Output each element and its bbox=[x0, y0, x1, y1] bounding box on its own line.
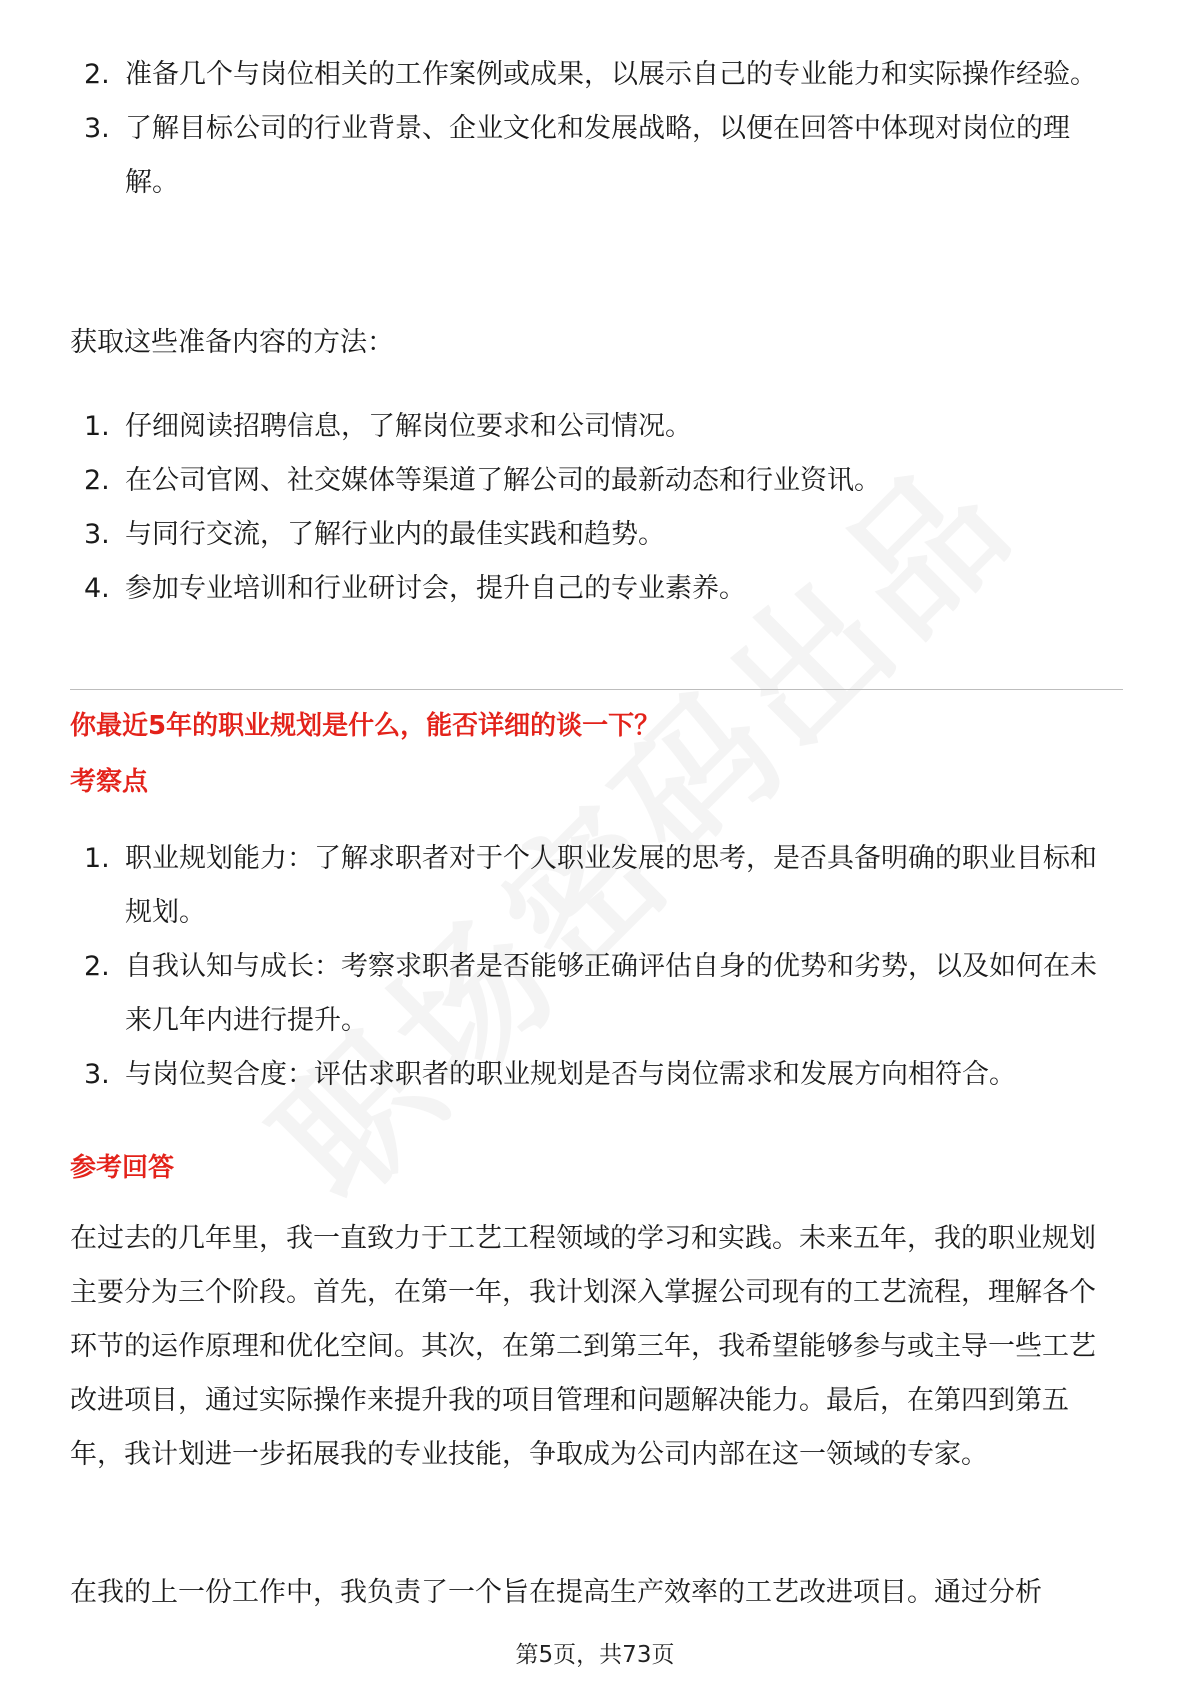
list-item: 3. 与岗位契合度：评估求职者的职业规划是否与岗位需求和发展方向相符合。 bbox=[84, 1059, 1016, 1090]
list-item: 4. 参加专业培训和行业研讨会，提升自己的专业素养。 bbox=[84, 573, 746, 604]
points-list bbox=[70, 832, 1120, 1102]
section-divider bbox=[70, 689, 1123, 690]
list-item: 1. 仔细阅读招聘信息，了解岗位要求和公司情况。 bbox=[84, 411, 692, 442]
prep-list-continued bbox=[70, 48, 1120, 210]
answer-heading: 参考回答 bbox=[70, 1153, 175, 1183]
methods-intro: 获取这些准备内容的方法： bbox=[70, 327, 394, 358]
list-item: 1. 职业规划能力：了解求职者对于个人职业发展的思考，是否具备明确的职业目标和规划。 bbox=[84, 843, 1097, 928]
methods-list bbox=[70, 400, 1120, 616]
list-item: 2. 准备几个与岗位相关的工作案例或成果，以展示自己的专业能力和实际操作经验。 bbox=[84, 59, 1097, 90]
list-item: 2. 在公司官网、社交媒体等渠道了解公司的最新动态和行业资讯。 bbox=[84, 465, 881, 496]
list-item: 3. 与同行交流，了解行业内的最佳实践和趋势。 bbox=[84, 519, 665, 550]
list-item: 3. 了解目标公司的行业背景、企业文化和发展战略，以便在回答中体现对岗位的理解。 bbox=[84, 113, 1070, 198]
answer-paragraph: 在过去的几年里，我一直致力于工艺工程领域的学习和实践。未来五年，我的职业规划主要分为三个阶段。首先，在第一年，我计划深入掌握公司现有的工艺流程，理解各个环节的运作原理和优化空间。其次，在第二到第三年，我希望能够参与或主导一些工艺改进项目，通过实际操作来提升我的项目管理和问题解决能力。最后，在第四到第五年，我计划进一步拓展我的专业技能，争取成为公司内部在这一领域的专家。 bbox=[70, 1223, 1096, 1470]
page-footer: 第5页，共73页 bbox=[515, 1642, 675, 1668]
points-heading: 考察点 bbox=[70, 767, 149, 797]
question-title: 你最近5年的职业规划是什么，能否详细的谈一下？ bbox=[70, 711, 661, 741]
list-item: 2. 自我认知与成长：考察求职者是否能够正确评估自身的优势和劣势，以及如何在未来几年内进行提升。 bbox=[84, 951, 1097, 1036]
answer-paragraph: 在我的上一份工作中，我负责了一个旨在提高生产效率的工艺改进项目。通过分析 bbox=[70, 1577, 1042, 1608]
